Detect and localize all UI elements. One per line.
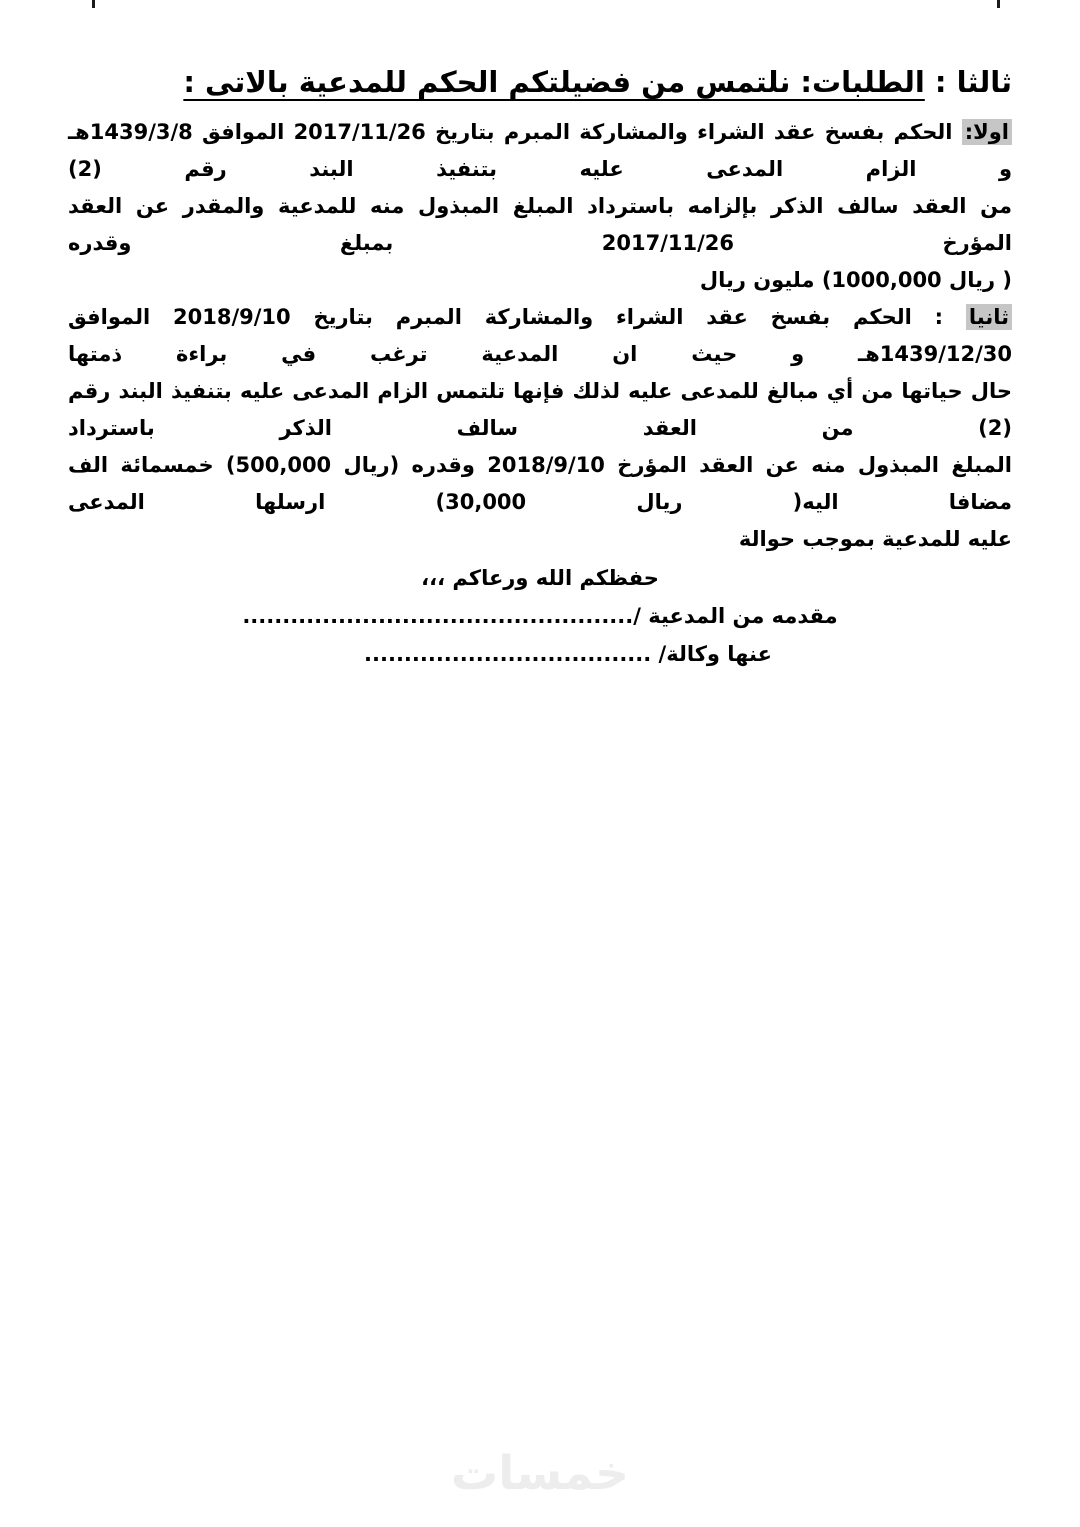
- amount-one-million-words: مليون ريال: [699, 268, 822, 292]
- top-left-crop-mark: [92, 0, 95, 8]
- second-claim-line-1-text: : الحكم بفسخ عقد الشراء والمشاركة المبرم بتاريخ 2018/9/10 الموافق 1439/12/30هـ و حيث ان المدعية ترغب في براءة ذمتها: [68, 305, 1012, 366]
- salutation-line: حفظكم الله ورعاكم ،،،: [421, 566, 659, 590]
- first-claim-line-1-text: الحكم بفسخ عقد الشراء والمشاركة المبرم بتاريخ 2017/11/26 الموافق 1439/3/8هـ و الزام المدعى عليه بتنفيذ البند رقم (2): [68, 120, 1012, 181]
- first-claim-label-highlighted: اولا:: [962, 119, 1012, 145]
- section-heading: [68, 60, 1012, 104]
- agency-line: عنها وكالة/ ....................................: [364, 642, 772, 666]
- second-claim-line-2: حال حياتها من أي مبالغ للمدعى عليه لذلك فإنها تلتمس الزام المدعى عليه بتنفيذ البند رقم (2) من العقد سالف الذكر باسترداد: [68, 379, 1012, 440]
- khamsat-watermark: خمسات: [450, 1446, 630, 1501]
- second-claim-line-3-text-c: ارسلها المدعى: [68, 490, 436, 514]
- amount-one-million-numeric: (1000,000 ريال ): [821, 268, 1012, 292]
- amount-thirty-thousand: (30,000 ريال ): [435, 490, 803, 514]
- heading-prefix: ثالثا :: [924, 65, 1012, 99]
- second-claim-line-1: [68, 299, 1012, 373]
- second-claim-line-3: [68, 447, 1012, 521]
- amount-five-hundred-thousand: (500,000 ريال): [225, 453, 400, 477]
- second-claim-line-3-text-a: المبلغ المبذول منه عن العقد المؤرخ 2018/9/10 وقدره: [399, 453, 1012, 477]
- first-claim-line-2: من العقد سالف الذكر بإلزامه باسترداد المبلغ المبذول منه للمدعية والمقدر عن العقد المؤرخ 2017/11/26 بمبلغ وقدره: [68, 194, 1012, 255]
- first-claim-line-3: [68, 262, 1012, 299]
- first-claim-line-1: [68, 114, 1012, 188]
- heading-underlined-text: الطلبات: نلتمس من فضيلتكم الحكم للمدعية بالاتى :: [183, 65, 925, 99]
- second-claim-line-3-text-b: خمسمائة الف مضافا اليه: [68, 453, 1013, 514]
- submitted-by-line: مقدمه من المدعية /.................................................: [242, 604, 838, 628]
- top-right-crop-mark: [997, 0, 1000, 8]
- second-claim-label-highlighted: ثانيا: [966, 304, 1012, 330]
- document-content: [0, 0, 1080, 673]
- closing-block: [68, 559, 1012, 673]
- second-claim-line-4: عليه للمدعية بموجب حوالة: [738, 527, 1012, 551]
